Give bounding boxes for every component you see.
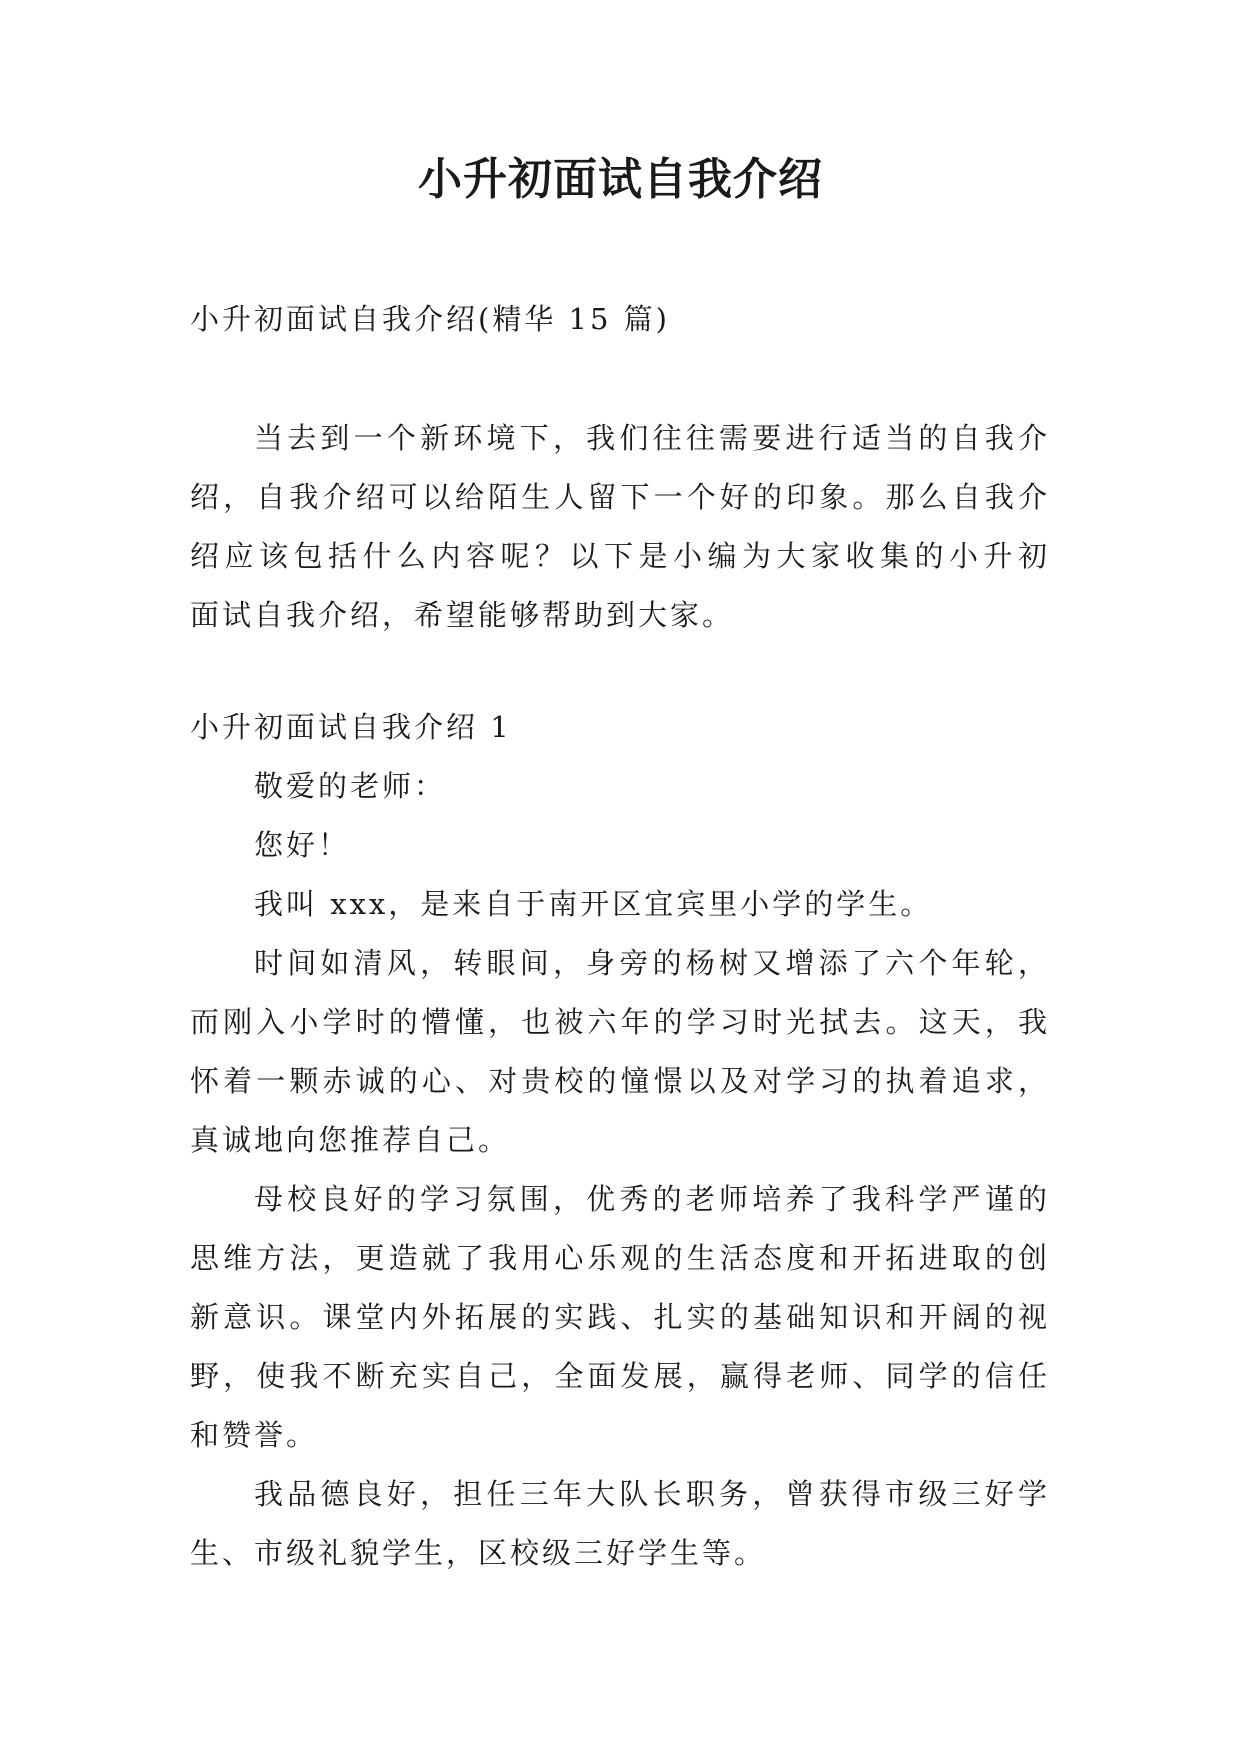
- paragraph-line: 我品德良好，担任三年大队长职务，曾获得市级三好学: [254, 1477, 1050, 1511]
- document-title: 小升初面试自我介绍: [418, 154, 823, 205]
- paragraph-line: 真诚地向您推荐自己。: [190, 1123, 511, 1157]
- paragraph-line: 母校良好的学习氛围，优秀的老师培养了我科学严谨的: [254, 1182, 1050, 1216]
- paragraph-line: 和赞誉。: [190, 1418, 319, 1452]
- paragraph-2: [190, 934, 1050, 1170]
- paragraph-3: [190, 1170, 1050, 1465]
- intro-paragraph: [190, 409, 1050, 645]
- paragraph-line: 时间如清风，转眼间，身旁的杨树又增添了六个年轮，: [254, 946, 1050, 980]
- document-body: [190, 290, 1050, 1583]
- paragraph-line: 生、市级礼貌学生，区校级三好学生等。: [190, 1536, 767, 1570]
- intro-line: 绍，自我介绍可以给陌生人留下一个好的印象。那么自我介: [190, 480, 1050, 514]
- spacer: [190, 349, 1050, 409]
- paragraph-line: 野，使我不断充实自己，全面发展，赢得老师、同学的信任: [190, 1359, 1050, 1393]
- spacer: [190, 645, 1050, 698]
- intro-line: 面试自我介绍，希望能够帮助到大家。: [190, 598, 735, 632]
- paragraph-1: 我叫 xxx，是来自于南开区宜宾里小学的学生。: [254, 887, 933, 921]
- intro-line: 绍应该包括什么内容呢？以下是小编为大家收集的小升初: [190, 539, 1050, 573]
- salutation: 您好！: [254, 828, 351, 862]
- greeting: 敬爱的老师：: [254, 769, 447, 803]
- paragraph-4: [190, 1465, 1050, 1583]
- paragraph-line: 怀着一颗赤诚的心、对贵校的憧憬以及对学习的执着追求，: [190, 1064, 1050, 1098]
- paragraph-line: 思维方法，更造就了我用心乐观的生活态度和开拓进取的创: [190, 1241, 1050, 1275]
- document-subtitle: 小升初面试自我介绍(精华 15 篇): [190, 302, 670, 336]
- intro-line: 当去到一个新环境下，我们往往需要进行适当的自我介: [254, 421, 1050, 455]
- paragraph-line: 新意识。课堂内外拓展的实践、扎实的基础知识和开阔的视: [190, 1300, 1050, 1334]
- paragraph-line: 而刚入小学时的懵懂，也被六年的学习时光拭去。这天，我: [190, 1005, 1050, 1039]
- section-heading: 小升初面试自我介绍 1: [190, 710, 512, 744]
